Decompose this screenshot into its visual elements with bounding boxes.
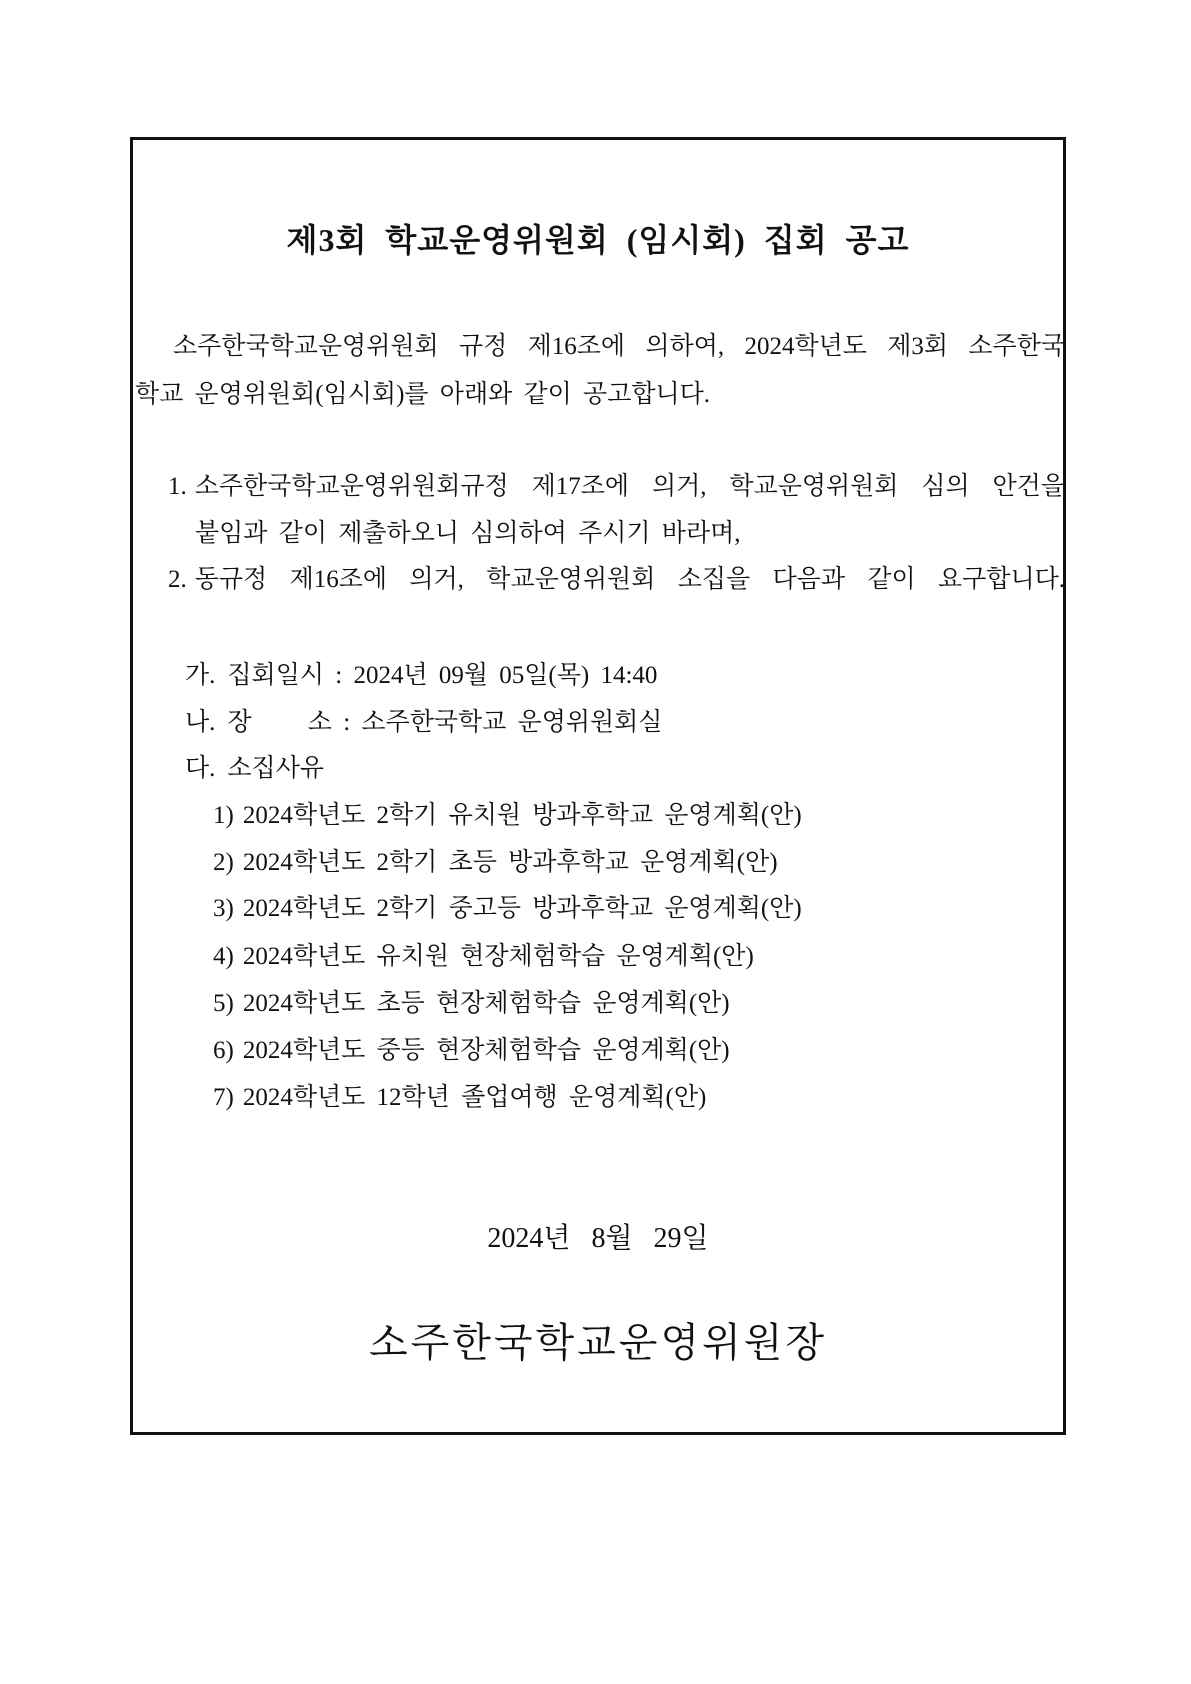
agenda-item-1-text: 2024학년도 2학기 유치원 방과후학교 운영계획(안) [242, 802, 802, 829]
list-item-1-number: 1. [168, 473, 187, 500]
detail-line-na-label: 나. [185, 709, 216, 736]
agenda-item-6 [213, 1034, 1065, 1068]
detail-line-ga-text: 집회일시 : 2024년 09월 05일(목) 14:40 [227, 662, 658, 689]
detail-line-da [185, 752, 1065, 786]
detail-line-na [185, 706, 1065, 740]
agenda-item-5-number: 5) [213, 990, 234, 1017]
agenda-item-6-number: 6) [213, 1037, 234, 1064]
detail-line-da-text: 소집사유 [227, 755, 325, 782]
agenda-item-4 [213, 940, 1065, 974]
agenda-item-2-number: 2) [213, 849, 234, 876]
agenda-item-5 [213, 987, 1065, 1021]
list-item-2-text: 동규정 제16조에 의거, 학교운영위원회 소집을 다음과 같이 요구합니다. [194, 566, 1065, 593]
agenda-item-1 [213, 799, 1065, 833]
agenda-item-2-text: 2024학년도 2학기 초등 방과후학교 운영계획(안) [242, 849, 778, 876]
agenda-item-1-number: 1) [213, 802, 234, 829]
detail-line-ga-label: 가. [185, 662, 216, 689]
detail-line-na-text: 장 소 : 소주한국학교 운영위원회실 [227, 709, 663, 736]
list-item-2 [168, 563, 1065, 597]
agenda-item-7-number: 7) [213, 1084, 234, 1111]
list-item-1-line-1 [168, 470, 1065, 504]
detail-line-da-label: 다. [185, 755, 216, 782]
list-item-1-line-2: 붙임과 같이 제출하오니 심의하여 주시기 바라며, [195, 520, 741, 547]
intro-paragraph-line-2: 학교 운영위원회(임시회)를 아래와 같이 공고합니다. [135, 381, 711, 408]
agenda-item-3 [213, 892, 1065, 926]
agenda-item-2 [213, 846, 1065, 880]
list-item-1-text: 소주한국학교운영위원회규정 제17조에 의거, 학교운영위원회 심의 안건을 [194, 473, 1065, 500]
agenda-item-7-text: 2024학년도 12학년 졸업여행 운영계획(안) [242, 1084, 707, 1111]
agenda-item-5-text: 2024학년도 초등 현장체험학습 운영계획(안) [242, 990, 730, 1017]
agenda-item-3-text: 2024학년도 2학기 중고등 방과후학교 운영계획(안) [242, 895, 802, 922]
detail-line-ga [185, 659, 1065, 693]
agenda-item-4-number: 4) [213, 943, 234, 970]
agenda-item-6-text: 2024학년도 중등 현장체험학습 운영계획(안) [242, 1037, 730, 1064]
intro-paragraph-line-1: 소주한국학교운영위원회 규정 제16조에 의하여, 2024학년도 제3회 소주한국 [173, 333, 1065, 360]
signature-title: 소주한국학교운영위원장 [368, 1320, 828, 1365]
issue-date: 2024년 8월 29일 [487, 1223, 709, 1254]
document-title: 제3회 학교운영위원회 (임시회) 집회 공고 [286, 222, 910, 258]
list-item-2-number: 2. [168, 566, 187, 593]
agenda-item-7 [213, 1081, 1065, 1115]
agenda-item-3-number: 3) [213, 895, 234, 922]
agenda-item-4-text: 2024학년도 유치원 현장체험학습 운영계획(안) [242, 943, 754, 970]
